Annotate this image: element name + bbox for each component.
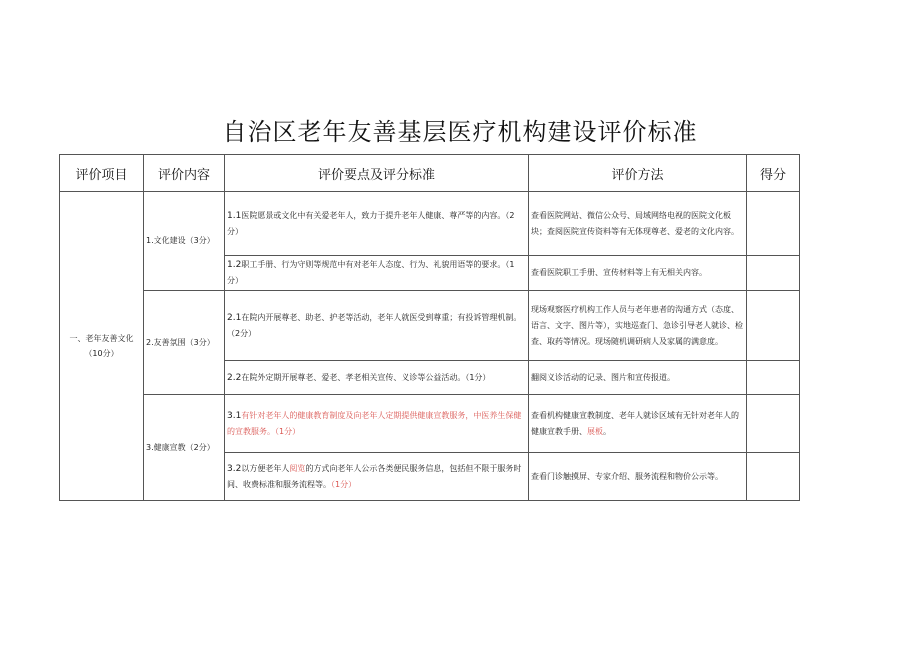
content-cell: 1.文化建设（3分）	[144, 192, 225, 291]
criteria-cell	[225, 453, 529, 501]
content-cell: 2.友善氛围（3分）	[144, 291, 225, 395]
table-row	[60, 395, 800, 453]
criteria-score: （1分）	[331, 479, 357, 489]
method-text-end: 。	[603, 426, 611, 436]
method-cell: 现场观察医疗机构工作人员与老年患者的沟通方式（态度、语言、文字、图片等），实地巡查门、急诊引导老人就诊、检查、取药等情况。现场随机调研病人及家属的满意度。	[529, 291, 747, 361]
criteria-number: 3.2	[227, 463, 242, 474]
method-cell: 翻阅义诊活动的记录、图片和宣传报道。	[529, 361, 747, 395]
evaluation-table	[59, 154, 800, 501]
criteria-cell	[225, 256, 529, 291]
header-item: 评价项目	[60, 155, 144, 192]
header-method: 评价方法	[529, 155, 747, 192]
method-text-highlight: 展板	[587, 426, 603, 436]
criteria-text-rest: 的方式向老年人公示各类便民服务信息，包括但不限于服务时间、收费标准和服务流程等。	[227, 463, 522, 489]
header-score: 得分	[747, 155, 800, 192]
score-cell[interactable]	[747, 192, 800, 256]
criteria-number: 2.1	[227, 312, 242, 323]
criteria-text: 以方便老年人	[241, 463, 290, 473]
category-cell: 一、老年友善文化（10分）	[60, 192, 144, 501]
score-cell[interactable]	[747, 395, 800, 453]
method-text: 查看机构健康宣教制度、老年人就诊区域有无针对老年人的健康宣教手册、	[531, 410, 739, 436]
page-title: 自治区老年友善基层医疗机构建设评价标准	[222, 118, 698, 146]
content-cell: 3.健康宣教（2分）	[144, 395, 225, 501]
score-cell[interactable]	[747, 453, 800, 501]
header-criteria: 评价要点及评分标准	[225, 155, 529, 192]
table-header-row	[60, 155, 800, 192]
criteria-text: 医院愿景或文化中有关爱老年人，致力于提升老年人健康、尊严等的内容。（2分）	[227, 210, 515, 236]
score-cell[interactable]	[747, 256, 800, 291]
table-row	[60, 192, 800, 256]
criteria-cell	[225, 291, 529, 361]
criteria-number: 2.2	[227, 372, 242, 383]
criteria-number: 1.1	[227, 210, 242, 221]
score-cell[interactable]	[747, 291, 800, 361]
method-cell: 查看医院网站、微信公众号、局域网络电视的医院文化板块；查阅医院宣传资料等有无体现尊老、爱老的文化内容。	[529, 192, 747, 256]
criteria-number: 3.1	[227, 410, 242, 421]
criteria-cell	[225, 192, 529, 256]
criteria-cell	[225, 395, 529, 453]
criteria-text: 有针对老年人的健康教育制度及向老年人定期提供健康宣教服务，中医养生保健的宣教服务。（1分）	[227, 410, 522, 436]
criteria-cell	[225, 361, 529, 395]
method-cell: 查看医院职工手册、宣传材料等上有无相关内容。	[529, 256, 747, 291]
criteria-text: 职工手册、行为守则等规范中有对老年人态度、行为、礼貌用语等的要求。（1分）	[227, 260, 515, 285]
method-cell: 查看门诊触摸屏、专家介绍、服务流程和物价公示等。	[529, 453, 747, 501]
criteria-text: 在院内开展尊老、助老、护老等活动，老年人就医受到尊重；有投诉管理机制。（2分）	[227, 312, 522, 338]
criteria-text: 在院外定期开展尊老、爱老、孝老相关宣传、义诊等公益活动。（1分）	[241, 372, 491, 382]
criteria-number: 1.2	[227, 260, 242, 270]
criteria-text-highlight: 阅览	[289, 463, 306, 473]
header-content: 评价内容	[144, 155, 225, 192]
score-cell[interactable]	[747, 361, 800, 395]
method-cell	[529, 395, 747, 453]
table-row	[60, 291, 800, 361]
